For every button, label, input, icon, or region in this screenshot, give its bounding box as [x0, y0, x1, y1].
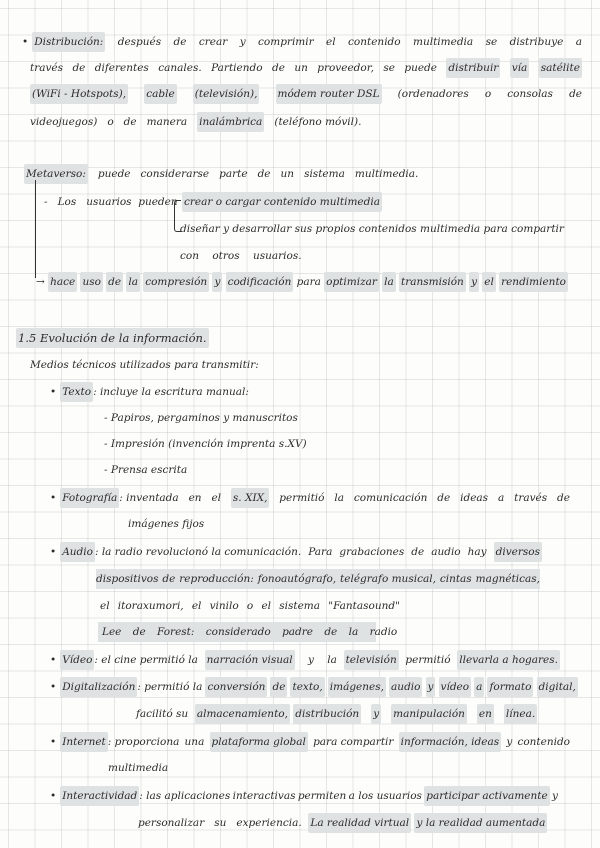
word: o	[107, 116, 114, 128]
bullet: •	[50, 492, 57, 504]
term-fotografia: Fotografía	[60, 488, 119, 508]
word: una	[184, 736, 205, 748]
highlight: y	[212, 272, 222, 292]
word: se	[383, 62, 395, 74]
word: Lee de Forest: considerado padre de la radio	[102, 626, 398, 638]
highlight: rendimiento	[499, 272, 568, 292]
word: y	[552, 790, 558, 802]
arrow-icon: →	[36, 276, 45, 288]
highlight: participar activamente	[424, 786, 549, 806]
term-distribucion: Distribución:	[32, 32, 105, 52]
word: comprimir	[258, 36, 314, 48]
word: itoraxumori,	[117, 600, 184, 612]
term-metaverso: Metaverso:	[24, 164, 88, 184]
word: través	[514, 492, 548, 504]
word: contenido	[348, 36, 401, 48]
word: : incluye la escritura manual:	[93, 386, 249, 398]
word: un	[280, 168, 295, 180]
audio-line-2	[96, 569, 540, 589]
list-item: - Prensa escrita	[104, 464, 188, 476]
list-item: - Impresión (invención imprenta s.XV)	[104, 438, 307, 450]
word: multimedia	[420, 223, 481, 235]
term-interactividad: Interactividad	[60, 786, 139, 806]
word: usuarios.	[252, 250, 302, 262]
word: usuarios	[86, 196, 132, 208]
highlight: y	[469, 272, 479, 292]
highlight: y	[426, 677, 436, 697]
word: parte	[219, 168, 248, 180]
word: para compartir	[313, 736, 394, 748]
highlight: codificación	[226, 272, 294, 292]
word: comunicación	[353, 492, 428, 504]
word: el	[261, 600, 272, 612]
highlight: narración visual	[205, 650, 295, 670]
word: multimedia.	[354, 168, 419, 180]
word: sus	[294, 223, 313, 235]
highlight: televisión	[344, 650, 399, 670]
word: facilitó su	[136, 708, 189, 720]
highlight: la	[382, 272, 396, 292]
metaverso-line-1	[24, 164, 424, 184]
word: Partiendo	[211, 62, 263, 74]
word: propios	[315, 223, 356, 235]
word: audio	[431, 546, 461, 558]
word: multimedia	[413, 36, 474, 48]
term-digitalizacion: Digitalización	[60, 677, 137, 697]
highlight: a	[474, 677, 484, 697]
word: proveedor,	[317, 62, 374, 74]
highlight: satélite	[539, 58, 582, 78]
word: imágenes fijos	[128, 518, 205, 530]
word: contenidos	[358, 223, 417, 235]
distribucion-line-2	[0, 58, 600, 78]
word: : la radio revolucionó la comunicación.	[94, 546, 302, 558]
word: con	[180, 250, 199, 262]
word: personalizar	[138, 817, 205, 829]
highlight: la	[126, 272, 140, 292]
word: la	[327, 654, 337, 666]
word: el	[211, 492, 222, 504]
foto-line-1	[50, 488, 570, 508]
word: de	[257, 168, 271, 180]
word: ideas	[460, 492, 489, 504]
word: : proporciona	[107, 736, 180, 748]
highlight: s. XIX,	[231, 488, 270, 508]
word: a los usuarios	[348, 790, 422, 802]
word: para	[296, 276, 321, 288]
word: a	[575, 36, 582, 48]
texto-item-1	[104, 408, 404, 428]
term-video: Vídeo	[60, 650, 94, 670]
word: o	[246, 600, 254, 612]
highlight: de	[106, 272, 123, 292]
highlight: (televisión),	[193, 84, 260, 104]
highlight: imágenes,	[328, 677, 386, 697]
word: otros	[212, 250, 240, 262]
highlight: inalámbrica	[197, 112, 264, 132]
word: "Fantasound"	[328, 600, 400, 612]
interactividad-line-1	[50, 786, 558, 806]
word: hay	[467, 546, 487, 558]
texto-line	[50, 382, 350, 402]
word: : las aplicaciones	[139, 790, 231, 802]
texto-item-2	[104, 434, 404, 454]
highlight: conversión	[205, 677, 267, 697]
word: el	[326, 36, 336, 48]
highlight: y la realidad aumentada	[414, 813, 547, 833]
word: de	[437, 492, 451, 504]
word: a	[497, 492, 505, 504]
highlight: compresión	[143, 272, 209, 292]
highlight: vídeo	[439, 677, 472, 697]
word: el	[191, 600, 202, 612]
highlight: el	[482, 272, 496, 292]
bullet: •	[50, 654, 57, 666]
term-audio: Audio	[60, 542, 95, 562]
word: considerarse	[140, 168, 210, 180]
word: el	[100, 600, 110, 612]
word: multimedia	[108, 762, 169, 774]
internet-line-2	[108, 758, 208, 778]
metaverso-line-3	[180, 219, 564, 239]
distribucion-line-1	[0, 32, 600, 52]
digital-line-2	[136, 704, 536, 724]
bullet: •	[50, 736, 57, 748]
term-texto: Texto	[60, 382, 93, 402]
word: (teléfono móvil).	[274, 116, 362, 128]
highlight: línea.	[504, 704, 537, 724]
page-title: 1.5 Evolución de la información.	[16, 328, 209, 348]
bullet: •	[50, 386, 57, 398]
foto-line-2	[128, 514, 328, 534]
intro-line	[30, 355, 330, 375]
word: Los	[57, 196, 77, 208]
highlight: optimizar	[324, 272, 379, 292]
word: y desarrollar	[223, 223, 292, 235]
word: de	[72, 62, 86, 74]
word: Para	[308, 546, 333, 558]
highlight: texto,	[290, 677, 324, 697]
word: : el cine permitió la	[94, 654, 198, 666]
word: de	[557, 492, 570, 504]
word: su	[214, 817, 227, 829]
highlight: distribución	[293, 704, 361, 724]
word: sistema	[304, 168, 345, 180]
dash: -	[44, 196, 48, 208]
word: de	[271, 62, 285, 74]
video-line	[50, 650, 590, 670]
word: se	[485, 36, 498, 48]
word: telégrafo musical,	[340, 573, 436, 585]
intro-text: Medios técnicos utilizados para transmitir:	[30, 359, 259, 371]
word: crear	[198, 36, 228, 48]
highlight: crear o cargar contenido multimedia	[182, 192, 382, 212]
audio-line-3	[100, 596, 400, 616]
highlight: distribuir	[446, 58, 500, 78]
word: y	[239, 36, 246, 48]
word: (ordenadores	[397, 88, 469, 100]
arrow-line	[35, 180, 36, 278]
word: canales.	[158, 62, 202, 74]
word: diseñar	[180, 223, 220, 235]
word: experiencia.	[236, 817, 302, 829]
highlight: digital,	[537, 677, 578, 697]
highlight: plataforma global	[210, 732, 308, 752]
metaverso-line-5	[36, 272, 568, 292]
word: dispositivos	[96, 573, 159, 585]
word: consolas	[507, 88, 553, 100]
word: contenido	[517, 736, 570, 748]
bullet: •	[50, 790, 57, 802]
highlight: de	[270, 677, 287, 697]
highlight: almacenamiento,	[195, 704, 290, 724]
highlight: diversos	[494, 542, 542, 562]
highlight: transmisión	[399, 272, 466, 292]
highlight: hace	[48, 272, 77, 292]
list-item: - Papiros, pergaminos y manuscritos	[104, 412, 298, 424]
bullet: •	[50, 681, 57, 693]
word: de	[162, 573, 176, 585]
bullet: •	[50, 546, 57, 558]
word: permitió	[405, 654, 451, 666]
word: fonoautógrafo,	[257, 573, 337, 585]
word: : inventada	[119, 492, 179, 504]
term-internet: Internet	[60, 732, 108, 752]
word: permitió	[279, 492, 325, 504]
word: permiten	[297, 790, 347, 802]
word: través	[30, 62, 64, 74]
word: manera	[146, 116, 188, 128]
word: en	[188, 492, 202, 504]
word: o	[484, 88, 492, 100]
word: videojuegos)	[30, 116, 98, 128]
section-heading	[16, 328, 216, 348]
word: interactivas	[232, 790, 296, 802]
word: distribuye	[509, 36, 564, 48]
highlight: (WiFi - Hotspots),	[30, 84, 128, 104]
word: grabaciones	[339, 546, 405, 558]
highlight: y	[371, 704, 381, 724]
word: de	[569, 88, 582, 100]
word: de	[173, 36, 187, 48]
word: de	[123, 116, 137, 128]
word: puede	[404, 62, 437, 74]
word: diferentes	[94, 62, 149, 74]
highlight: manipulación	[391, 704, 467, 724]
word: después	[117, 36, 162, 48]
word: reproducción:	[179, 573, 254, 585]
word: vinilo	[209, 600, 239, 612]
word: compartir	[511, 223, 564, 235]
interactividad-line-2	[138, 813, 558, 833]
bullet: •	[22, 36, 29, 48]
highlight: audio	[389, 677, 422, 697]
word: la	[334, 492, 344, 504]
highlight: uso	[80, 272, 102, 292]
highlight: llevarla a hogares.	[457, 650, 560, 670]
highlight: vía	[510, 58, 530, 78]
word: para	[483, 223, 508, 235]
word: sistema	[279, 600, 321, 612]
metaverso-line-2b	[182, 192, 380, 212]
word: puede	[97, 168, 131, 180]
metaverso-line-4	[180, 246, 330, 266]
word: cintas	[439, 573, 472, 585]
highlight: cable	[144, 84, 176, 104]
internet-line-1	[50, 732, 570, 752]
digital-line-1	[50, 677, 578, 697]
word: magnéticas,	[475, 573, 540, 585]
audio-line-1	[50, 542, 542, 562]
highlight: información, ideas	[399, 732, 502, 752]
highlight: formato	[487, 677, 533, 697]
word: y	[307, 654, 314, 666]
word: de	[411, 546, 425, 558]
word: y	[506, 736, 513, 748]
word: un	[294, 62, 308, 74]
distribucion-line-4	[30, 112, 450, 132]
texto-item-3	[104, 460, 404, 480]
highlight: La realidad virtual	[308, 813, 411, 833]
highlight: en	[477, 704, 494, 724]
distribucion-line-3	[0, 84, 600, 104]
highlight: módem router DSL	[276, 84, 382, 104]
word: pueden	[138, 196, 178, 208]
audio-line-4	[98, 622, 398, 642]
word: : permitió la	[137, 681, 203, 693]
